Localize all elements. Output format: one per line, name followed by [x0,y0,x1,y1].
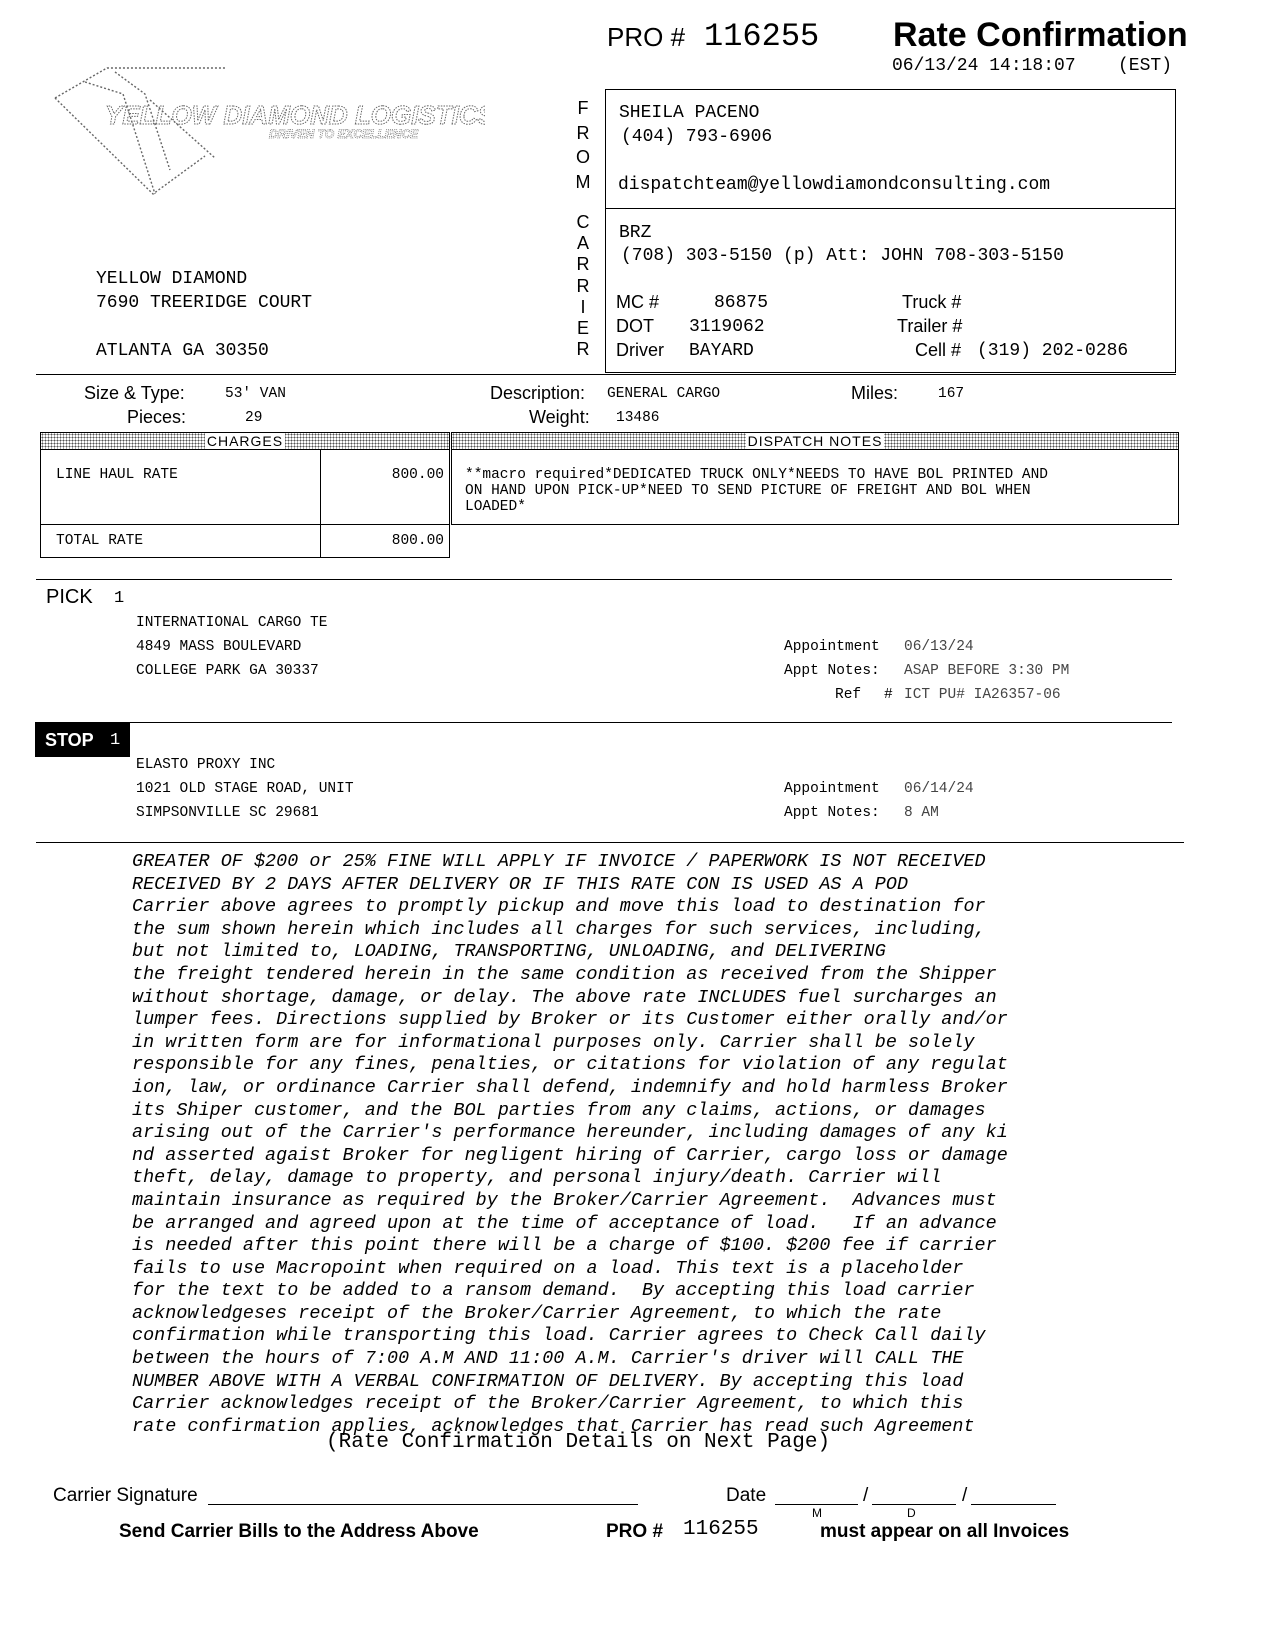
pick-address: 4849 MASS BOULEVARD [136,639,302,655]
from-letter: F [577,98,589,118]
carrier-name: BRZ [619,223,652,243]
terms-line: is needed after this point there will be a charge of $100. $200 fee if carrier [132,1235,997,1257]
from-letter: M [575,171,591,192]
terms-line: nd asserted agaist Broker for negligent hiring of Carrier, cargo loss or damage [132,1144,1008,1166]
terms-line: the freight tendered herein in the same condition as received from the Shipper [132,963,997,985]
terms-line: the sum shown herein which includes all charges for such services, including, [132,918,986,940]
next-page-note: (Rate Confirmation Details on Next Page) [326,1431,831,1454]
charges-header: CHARGES [206,433,284,449]
terms-line: in written form are for informational purposes only. Carrier shall be solely [132,1031,975,1053]
terms-line: its Shiper customer, and the BOL parties from any claims, actions, or damages [132,1099,986,1121]
pick-label: PICK [46,586,93,608]
broker-address: 7690 TREERIDGE COURT [96,293,313,313]
broker-city-state-zip: ATLANTA GA 30350 [96,341,269,361]
header-datetime: 06/13/24 14:18:07 [892,56,1076,76]
terms-line: lumper fees. Directions supplied by Broker or its Customer either orally and/or [132,1009,1008,1031]
weight-label: Weight: [529,407,590,427]
from-email[interactable]: dispatchteam@yellowdiamondconsulting.com [618,175,1051,195]
pieces-label: Pieces: [127,407,187,427]
charges-table [40,432,450,558]
terms-line: GREATER OF $200 or 25% FINE WILL APPLY IF INVOICE / PAPERWORK IS NOT RECEIVED [132,851,986,872]
terms-line: Carrier above agrees to promptly pickup and move this load to destination for [132,896,986,918]
size-type-label: Size & Type: [84,383,185,403]
stop-appointment-label: Appointment [784,781,880,797]
terms-line: Carrier acknowledges receipt of the Broker/Carrier Agreement, to which this [132,1393,964,1415]
terms-line: maintain insurance as required by the Broker/Carrier Agreement. Advances must [132,1189,997,1211]
line-haul-label: LINE HAUL RATE [56,467,178,483]
pick-appt-notes-label: Appt Notes: [784,663,880,679]
miles-label: Miles: [851,383,899,403]
carrier-letter: C [576,212,590,232]
from-letter: O [575,147,590,167]
company-logo [45,60,485,200]
description-label: Description: [490,383,586,403]
dot-number: 3119062 [689,317,765,337]
page-title: Rate Confirmation [893,16,1188,54]
carrier-letter: A [576,233,589,254]
carrier-letter: R [576,275,590,296]
pick-name: INTERNATIONAL CARGO TE [136,615,328,631]
pick-appointment-value: 06/13/24 [904,639,974,655]
trailer-label: Trailer # [897,316,963,336]
dispatch-note-line-1: **macro required*DEDICATED TRUCK ONLY*NEEDS TO HAVE BOL PRINTED AND [465,467,1048,483]
from-contact: SHEILA PACENO [619,103,760,123]
date-slash-2: / [962,1485,968,1506]
terms-line: theft, delay, damage to property, and personal injury/death. Carrier will [132,1167,942,1189]
terms-line: acknowledgeses receipt of the Broker/Carrier Agreement, to which the rate [132,1302,942,1324]
total-rate-label: TOTAL RATE [56,533,144,549]
logo-tagline: DRIVEN TO EXCELLENCE [269,127,419,141]
cell-label: Cell # [915,340,962,360]
carrier-signature-line[interactable] [208,1504,638,1505]
terms-line: arising out of the Carrier's performance hereunder, including damages of any ki [132,1122,1008,1144]
stop-number: 1 [110,731,121,750]
pick-ref-hash: # [884,687,893,703]
terms-line: fails to use Macropoint when required on a load. This text is a placeholder [132,1257,964,1279]
driver-label: Driver [616,340,664,360]
send-bills-note: Send Carrier Bills to the Address Above [119,1521,479,1542]
pick-ref-value: ICT PU# IA26357-06 [904,687,1061,703]
pick-number: 1 [114,589,125,608]
mc-number: 86875 [714,293,769,313]
pick-appt-notes-value: ASAP BEFORE 3:30 PM [904,663,1070,679]
stop-label: STOP [45,730,94,750]
terms-line: responsible for any fines, penalties, or citations for violation of any regulat [132,1054,1008,1076]
dispatch-note-line-2: ON HAND UPON PICK-UP*NEED TO SEND PICTURE OF FREIGHT AND BOL WHEN [465,483,1031,499]
line-haul-amount: 800.00 [391,467,444,483]
carrier-signature-label: Carrier Signature [53,1485,198,1506]
stop-appt-notes-label: Appt Notes: [784,805,880,821]
date-month-line[interactable] [775,1504,858,1505]
carrier-letter: R [576,254,590,275]
terms-line: be arranged and agreed upon at the time of acceptance of load. If an advance [132,1212,997,1234]
terms-line: rate confirmation applies, acknowledges that Carrier has read such Agreement [132,1415,975,1437]
stop-name: ELASTO PROXY INC [136,757,276,773]
total-rate-amount: 800.00 [391,533,444,549]
header-timezone: (EST) [1118,56,1173,76]
terms-line: NUMBER ABOVE WITH A VERBAL CONFIRMATION OF DELIVERY. By accepting this load [132,1370,964,1392]
date-slash-1: / [863,1485,869,1506]
pick-city-state-zip: COLLEGE PARK GA 30337 [136,663,319,679]
carrier-letter: R [576,339,590,360]
from-phone: (404) 793-6906 [621,127,773,147]
terms-line: confirmation while transporting this load. Carrier agrees to Check Call daily [132,1325,986,1347]
logo-wordmark: YELLOW DIAMOND LOGISTICS [105,100,485,130]
terms-and-conditions [132,851,1008,1438]
cell-number: (319) 202-0286 [977,341,1129,361]
miles-value: 167 [938,386,965,402]
description-value: GENERAL CARGO [607,386,721,402]
terms-line: between the hours of 7:00 A.M AND 11:00 A.M. Carrier's driver will CALL THE [132,1348,964,1370]
terms-line: but not limited to, LOADING, TRANSPORTING, UNLOADING, and DELIVERING [132,941,886,963]
terms-line: ion, law, or ordinance Carrier shall defend, indemnify and hold harmless Broker [132,1076,1008,1098]
size-type-value: 53' VAN [225,386,286,402]
pieces-value: 29 [245,410,263,426]
date-month-hint: M [812,1506,822,1520]
must-appear-note: must appear on all Invoices [820,1521,1070,1542]
mc-label: MC # [616,292,660,312]
pro-number: 116255 [704,18,820,55]
pick-appointment-label: Appointment [784,639,880,655]
from-letter: R [576,122,590,143]
dispatch-notes [451,432,1179,525]
carrier-letter: I [580,296,586,317]
footer-pro-number: 116255 [683,1518,759,1541]
date-day-hint: D [907,1506,916,1520]
stop-address: 1021 OLD STAGE ROAD, UNIT [136,781,354,797]
date-year-line[interactable] [971,1504,1056,1505]
footer-pro-label: PRO # [606,1521,664,1542]
pick-ref-label: Ref [835,687,862,703]
date-day-line[interactable] [872,1504,956,1505]
broker-name: YELLOW DIAMOND [96,269,248,289]
truck-label: Truck # [902,292,962,312]
dispatch-notes-header: DISPATCH NOTES [747,433,883,449]
weight-value: 13486 [616,410,660,426]
stop-appointment-value: 06/14/24 [904,781,974,797]
pro-label: PRO # [607,22,686,52]
driver-name: BAYARD [689,341,754,361]
diamond-logo-icon [45,60,485,200]
terms-line: RECEIVED BY 2 DAYS AFTER DELIVERY OR IF THIS RATE CON IS USED AS A POD [132,873,909,895]
dispatch-note-line-3: LOADED* [465,499,526,515]
dot-label: DOT [616,316,654,336]
terms-line: without shortage, damage, or delay. The above rate INCLUDES fuel surcharges an [132,986,997,1008]
carrier-phone-line: (708) 303-5150 (p) Att: JOHN 708-303-5150 [621,246,1064,266]
carrier-letter: E [576,318,589,338]
stop-city-state-zip: SIMPSONVILLE SC 29681 [136,805,319,821]
stop-appt-notes-value: 8 AM [904,805,939,821]
date-label: Date [726,1485,767,1506]
terms-line: for the text to be added to a ransom demand. By accepting this load carrier [132,1280,975,1302]
